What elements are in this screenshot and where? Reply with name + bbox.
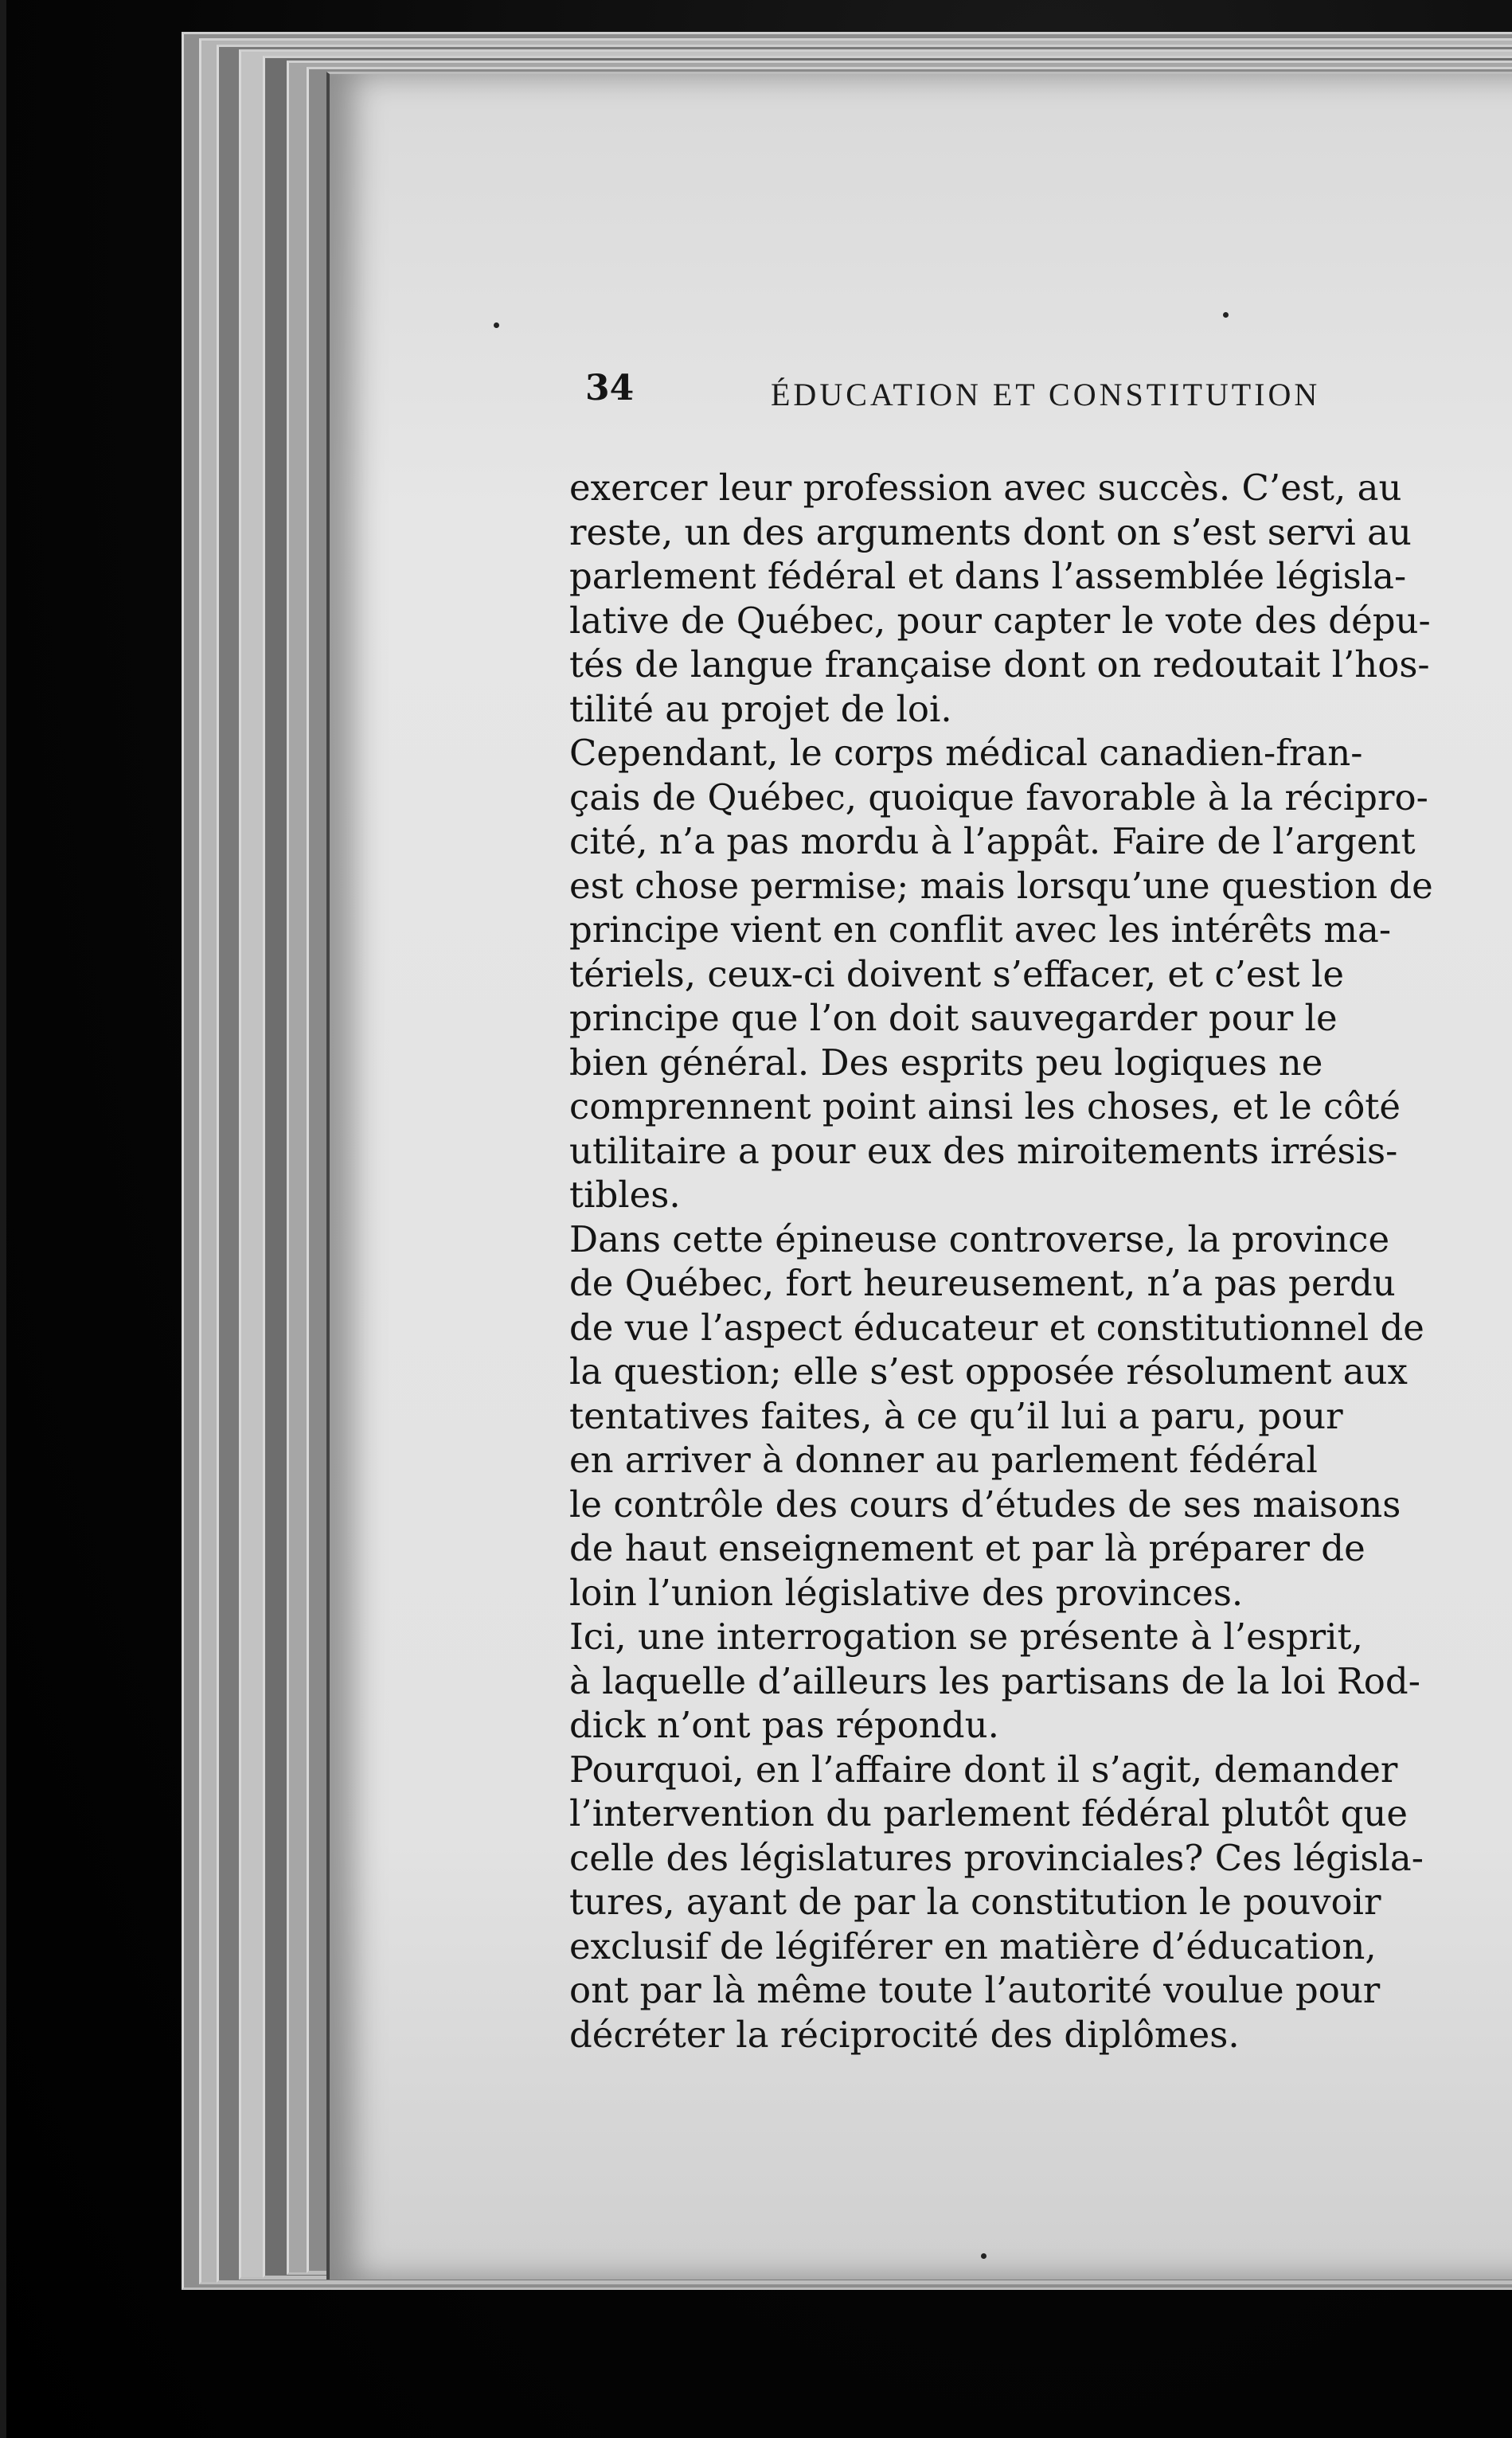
text-line: exercer leur profession avec succès. C’est, au <box>569 467 1402 509</box>
text-line: à laquelle d’ailleurs les partisans de la loi Rod- <box>569 1659 1420 1702</box>
text-line: comprennent point ainsi les choses, et le côté <box>569 1085 1401 1127</box>
text-line: est chose permise; mais lorsqu’une question de <box>569 864 1433 907</box>
text-line: reste, un des arguments dont on s’est servi au <box>569 510 1412 553</box>
film-border <box>0 0 6 2438</box>
text-line: tibles. <box>569 1174 681 1216</box>
text-line: çais de Québec, quoique favorable à la récipro- <box>569 776 1428 819</box>
speck <box>981 2253 987 2259</box>
text-line: dick n’ont pas répondu. <box>569 1704 999 1746</box>
text-line: utilitaire a pour eux des miroitements irrésis- <box>569 1129 1398 1172</box>
text-line: principe vient en conflit avec les intérêts ma- <box>569 908 1392 951</box>
text-line: lative de Québec, pour capter le vote des dépu- <box>569 599 1431 642</box>
text-line: Dans cette épineuse controverse, la province <box>569 1217 1390 1260</box>
text-line: le contrôle des cours d’études de ses maisons <box>569 1483 1401 1526</box>
text-line: ont par là même toute l’autorité voulue pour <box>569 1969 1381 2011</box>
text-line: Cependant, le corps médical canadien-fran- <box>569 732 1363 774</box>
text-line: Pourquoi, en l’affaire dont il s’agit, demander <box>569 1748 1398 1791</box>
text-line: tés de langue française dont on redoutait l’hos- <box>569 643 1430 686</box>
text-line: exclusif de légiférer en matière d’éducation, <box>569 1924 1377 1967</box>
text-line: celle des législatures provinciales? Ces législa- <box>569 1836 1424 1879</box>
text-line: cité, n’a pas mordu à l’appât. Faire de l’argent <box>569 820 1416 862</box>
text-line: la question; elle s’est opposée résolument aux <box>569 1350 1408 1393</box>
page-number: 34 <box>585 368 635 408</box>
text-line: loin l’union législative des provinces. <box>569 1571 1244 1614</box>
speck <box>494 322 499 328</box>
body-text <box>569 466 1512 2057</box>
text-line: tentatives faites, à ce qu’il lui a paru, pour <box>569 1394 1343 1437</box>
text-line: parlement fédéral et dans l’assemblée législa- <box>569 555 1407 597</box>
text-line: principe que l’on doit sauvegarder pour le <box>569 997 1338 1039</box>
text-line: de haut enseignement et par là préparer de <box>569 1527 1365 1569</box>
running-head: ÉDUCATION ET CONSTITUTION <box>771 377 1321 412</box>
text-line: l’intervention du parlement fédéral plutôt que <box>569 1792 1408 1834</box>
text-line: tures, ayant de par la constitution le pouvoir <box>569 1881 1381 1923</box>
text-line: de vue l’aspect éducateur et constitutionnel de <box>569 1306 1424 1349</box>
text-line: bien général. Des esprits peu logiques ne <box>569 1041 1323 1084</box>
text-line: tériels, ceux-ci doivent s’effacer, et c’est le <box>569 952 1345 995</box>
text-line: de Québec, fort heureusement, n’a pas perdu <box>569 1262 1396 1304</box>
text-line: tilité au projet de loi. <box>569 687 952 730</box>
text-line: décréter la réciprocité des diplômes. <box>569 2013 1240 2056</box>
text-line: Ici, une interrogation se présente à l’esprit, <box>569 1616 1363 1658</box>
text-line: en arriver à donner au parlement fédéral <box>569 1439 1318 1481</box>
speck <box>1223 312 1229 318</box>
